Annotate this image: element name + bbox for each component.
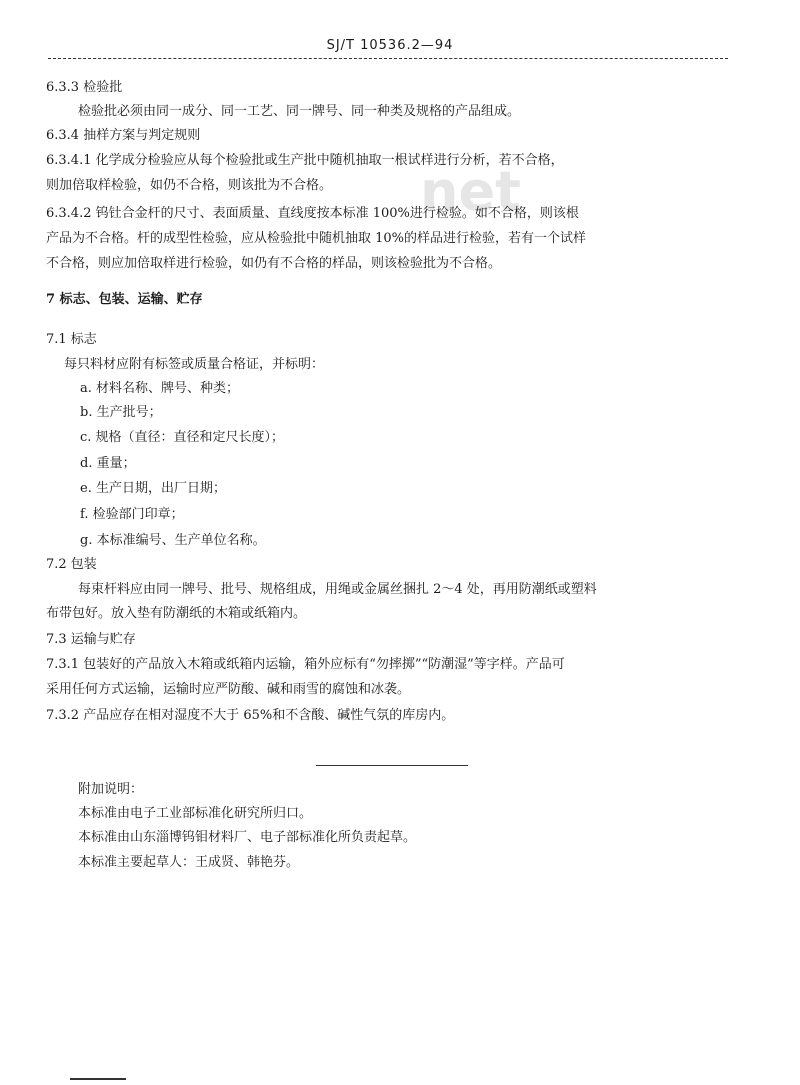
section-7-3-1-line1: 7.3.1 包装好的产品放入木箱或纸箱内运输，箱外应标有“勿摔掷”“防潮湿”等字样。产品可 bbox=[46, 657, 565, 672]
list-item: g. 本标准编号、生产单位名称。 bbox=[80, 533, 266, 548]
list-item: d. 重量； bbox=[80, 456, 136, 471]
section-6-3-4-2-line1: 6.3.4.2 钨钍合金杆的尺寸、表面质量、直线度按本标准 100%进行检验。如不合格，则该根 bbox=[46, 206, 579, 221]
section-7-2-line2: 布带包好。放入垫有防潮纸的木箱或纸箱内。 bbox=[46, 606, 307, 621]
section-6-3-4-1-line1: 6.3.4.1 化学成分检验应从每个检验批或生产批中随机抽取一根试样进行分析，若不合格， bbox=[46, 153, 564, 168]
notes-title: 附加说明： bbox=[78, 782, 144, 797]
section-7-3-title: 7.3 运输与贮存 bbox=[46, 632, 136, 647]
notes-line: 本标准由电子工业部标准化研究所归口。 bbox=[78, 806, 313, 821]
section-7-title: 7 标志、包装、运输、贮存 bbox=[46, 292, 203, 307]
section-7-2-title: 7.2 包装 bbox=[46, 557, 97, 572]
section-divider bbox=[316, 765, 468, 766]
section-6-3-3-title: 6.3.3 检验批 bbox=[46, 80, 123, 95]
watermark: net bbox=[420, 160, 521, 223]
standard-code-header: SJ/T 10536.2—94 bbox=[326, 38, 454, 53]
list-item: c. 规格（直径：直径和定尺长度）； bbox=[80, 430, 285, 445]
section-7-3-1-line2: 采用任何方式运输，运输时应严防酸、碱和雨雪的腐蚀和冰袭。 bbox=[46, 682, 411, 697]
list-item: a. 材料名称、牌号、种类； bbox=[80, 381, 240, 396]
list-item: f. 检验部门印章； bbox=[80, 507, 184, 522]
section-6-3-3-body: 检验批必须由同一成分、同一工艺、同一牌号、同一种类及规格的产品组成。 bbox=[78, 104, 521, 119]
section-6-3-4-1-line2: 则加倍取样检验，如仍不合格，则该批为不合格。 bbox=[46, 178, 333, 193]
notes-line: 本标准由山东淄博钨钼材料厂、电子部标准化所负责起草。 bbox=[78, 830, 417, 845]
notes-line: 本标准主要起草人：王成贤、韩艳芬。 bbox=[78, 855, 300, 870]
section-6-3-4-2-line3: 不合格，则应加倍取样进行检验，如仍有不合格的样品，则该检验批为不合格。 bbox=[46, 256, 502, 271]
section-7-1-intro: 每只料材应附有标签或质量合格证，并标明： bbox=[64, 357, 325, 372]
bottom-mark bbox=[70, 1078, 126, 1080]
list-item: b. 生产批号； bbox=[80, 405, 162, 420]
section-6-3-4-2-line2: 产品为不合格。杆的成型性检验，应从检验批中随机抽取 10%的样品进行检验，若有一个试样 bbox=[46, 231, 587, 246]
section-7-2-line1: 每束杆料应由同一牌号、批号、规格组成，用绳或金属丝捆扎 2～4 处，再用防潮纸或塑料 bbox=[78, 582, 597, 597]
header-rule bbox=[48, 58, 728, 59]
list-item: e. 生产日期，出厂日期； bbox=[80, 481, 226, 496]
section-7-1-title: 7.1 标志 bbox=[46, 332, 97, 347]
section-7-3-2: 7.3.2 产品应存在相对湿度不大于 65%和不含酸、碱性气氛的库房内。 bbox=[46, 708, 455, 723]
section-6-3-4-title: 6.3.4 抽样方案与判定规则 bbox=[46, 128, 201, 143]
